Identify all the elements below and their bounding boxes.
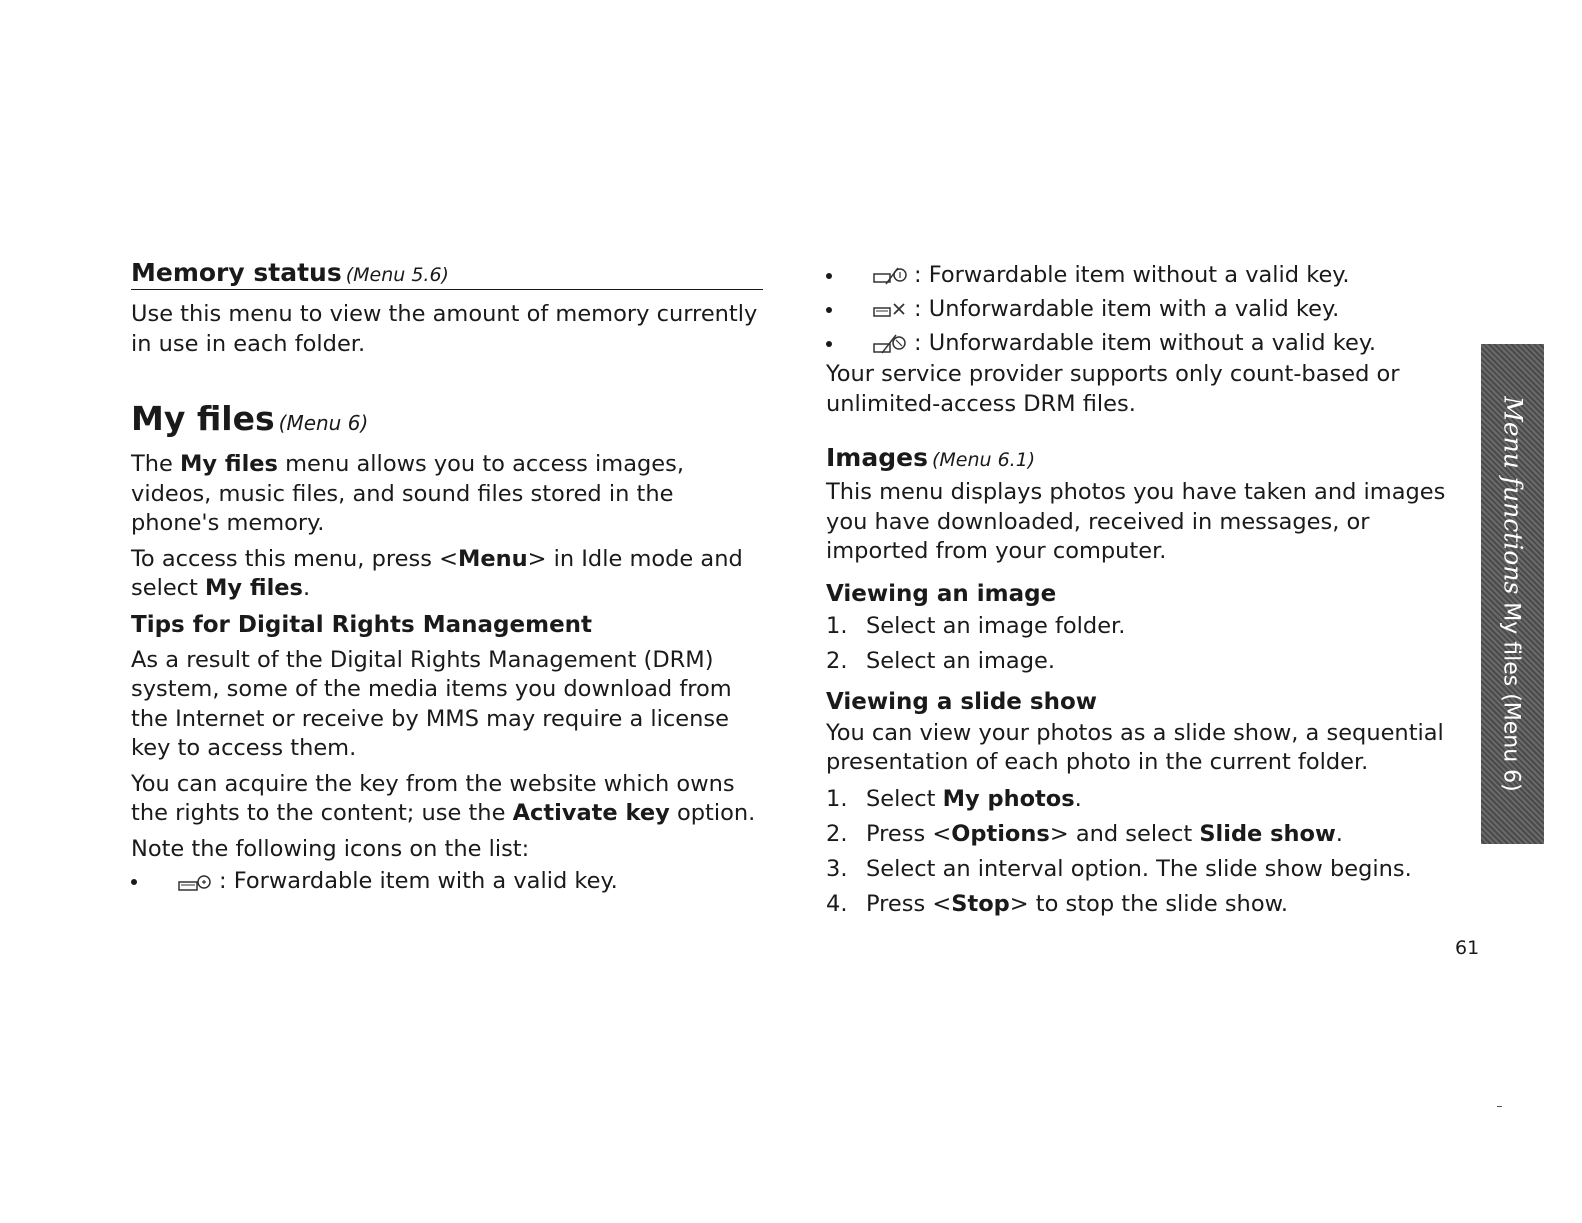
scan-mark [1497,1106,1502,1107]
bullet-dot [131,879,137,885]
provider-note: Your service provider supports only count-based or unlimited-access DRM files. [826,361,1400,417]
list-item: 2. Select an image. [826,647,1055,674]
my-files-intro: The My files menu allows you to access images, videos, music files, and sound files stored in the phone's memory. [131,451,685,536]
list-item: : Forwardable item with a valid key. [131,864,763,898]
menu-reference: (Menu 6) [278,411,369,435]
drm-icon-list-continued [826,258,1458,360]
memory-status-heading: Memory status (Menu 5.6) [131,258,449,287]
forwardable-valid-key-icon [177,870,213,892]
list-item: 1. Select My photos. [826,785,1082,812]
memory-status-body: Use this menu to view the amount of memory currently in use in each folder. [131,301,758,357]
list-item: : Unforwardable item with a valid key. [826,292,1458,326]
menu-reference: (Menu 5.6) [345,264,449,286]
left-column [131,258,763,898]
list-item: 3. Select an interval option. The slide show begins. [826,855,1412,882]
viewing-image-heading: Viewing an image [826,580,1057,607]
side-tab-label [1498,396,1527,792]
bullet-dot [826,273,832,279]
list-item: 2. Press <Options> and select Slide show. [826,820,1343,847]
list-item: : Forwardable item without a valid key. [826,258,1458,292]
slide-show-body: You can view your photos as a slide show, a sequential presentation of each photo in the current folder. [826,719,1444,775]
side-tab-section: Menu functions [1498,396,1527,595]
right-column [826,258,1458,922]
chapter-side-tab [1481,344,1544,844]
unforwardable-no-key-icon [872,332,908,354]
page-number: 61 [1455,937,1480,959]
menu-reference: (Menu 6.1) [931,449,1036,471]
viewing-image-steps [826,609,1458,679]
drm-tips-heading: Tips for Digital Rights Management [131,611,593,638]
unforwardable-valid-key-icon [872,298,908,320]
list-item: 4. Press <Stop> to stop the slide show. [826,890,1289,917]
heading-rule [131,289,763,290]
drm-para-3: Note the following icons on the list: [131,835,530,862]
drm-icon-list [131,864,763,898]
drm-para-1: As a result of the Digital Rights Management (DRM) system, some of the media items you download from the Internet or receive by MMS may require a license key to access them. [131,646,732,761]
bullet-dot [826,341,832,347]
forwardable-no-key-icon [872,264,908,286]
my-files-access: To access this menu, press <Menu> in Idle mode and select My files. [131,545,743,601]
slide-show-heading: Viewing a slide show [826,688,1098,715]
my-files-heading: My files (Menu 6) [131,399,369,438]
side-tab-subsection: My files (Menu 6) [1498,602,1523,792]
images-heading: Images (Menu 6.1) [826,443,1036,472]
slide-show-steps [826,782,1458,922]
bullet-dot [826,307,832,313]
drm-para-2: You can acquire the key from the website which owns the rights to the content; use the Activate key option. [131,770,756,826]
list-item: 1. Select an image folder. [826,612,1126,639]
list-item: : Unforwardable item without a valid key. [826,326,1458,360]
images-body: This menu displays photos you have taken and images you have downloaded, received in messages, or imported from your computer. [826,479,1446,564]
